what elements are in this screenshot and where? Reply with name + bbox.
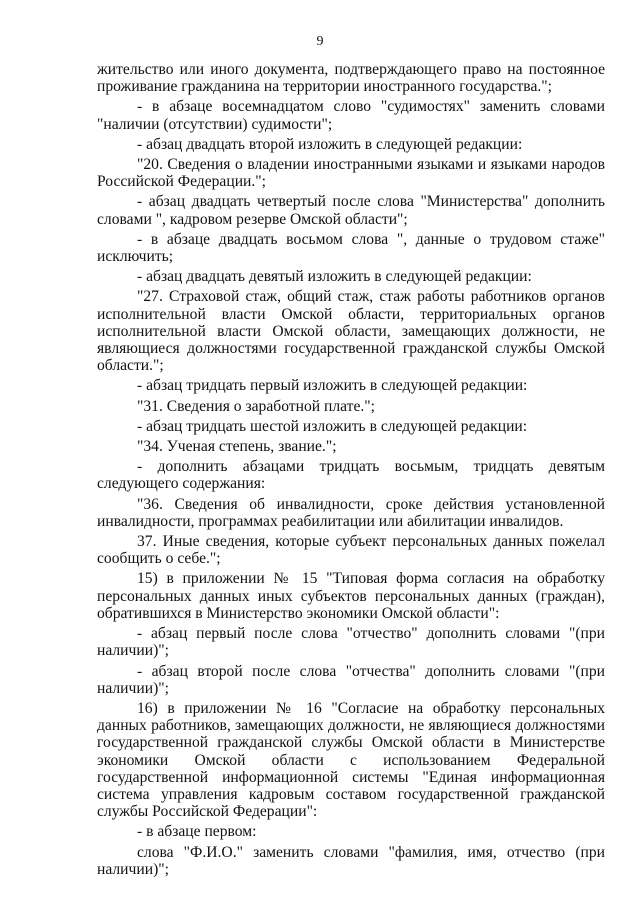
paragraph-4: "20. Сведения о владении иностранными языками и языками народов Российской Федерации.";: [97, 156, 605, 191]
paragraph-15: 37. Иные сведения, которые субъект персональных данных пожелал сообщить о себе.";: [97, 533, 605, 568]
paragraph-11: - абзац тридцать шестой изложить в следующей редакции:: [137, 417, 528, 435]
document-body: [97, 61, 605, 878]
paragraph-12: "34. Ученая степень, звание.";: [137, 438, 337, 456]
paragraph-2: - в абзаце восемнадцатом слово "судимостях" заменить словами "наличии (отсутствии) судимости";: [97, 98, 605, 133]
paragraph-8: "27. Страховой стаж, общий стаж, стаж работы работников органов исполнительной власти Омской области, территориальных органов исполнительной власти Омской области, замещающих должности, не являющиеся должностями государственной гражданской службы Омской области.";: [97, 288, 605, 375]
paragraph-3: - абзац двадцать второй изложить в следующей редакции:: [137, 135, 523, 153]
paragraph-9: - абзац тридцать первый изложить в следующей редакции:: [137, 377, 528, 395]
paragraph-20: - в абзаце первом:: [137, 823, 257, 841]
paragraph-1: жительство или иного документа, подтверждающего право на постоянное проживание гражданина на территории иностранного государства.";: [97, 61, 605, 96]
paragraph-7: - абзац двадцать девятый изложить в следующей редакции:: [137, 268, 532, 286]
paragraph-18: - абзац второй после слова "отчества" дополнить словами "(при наличии)";: [97, 662, 605, 697]
paragraph-14: "36. Сведения об инвалидности, сроке действия установленной инвалидности, программах реабилитации или абилитации инвалидов.: [97, 495, 605, 530]
paragraph-21: слова "Ф.И.О." заменить словами "фамилия, имя, отчество (при наличии)";: [97, 843, 605, 878]
paragraph-5: - абзац двадцать четвертый после слова "Министерства" дополнить словами ", кадровом резерве Омской области";: [97, 193, 605, 228]
paragraph-10: "31. Сведения о заработной плате.";: [137, 397, 375, 415]
paragraph-16: 15) в приложении № 15 "Типовая форма согласия на обработку персональных данных иных субъектов персональных данных (граждан), обратившихся в Министерство экономики Омской области":: [97, 570, 605, 622]
paragraph-6: - в абзаце двадцать восьмом слова ", данные о трудовом стаже" исключить;: [97, 230, 605, 266]
paragraph-17: - абзац первый после слова "отчество" дополнить словами "(при наличии)";: [97, 625, 605, 660]
paragraph-13: - дополнить абзацами тридцать восьмым, тридцать девятым следующего содержания:: [97, 458, 605, 493]
paragraph-19: 16) в приложении № 16 "Согласие на обработку персональных данных работников, замещающих должности, не являющиеся должностями государственной гражданской службы Омской области в Министерстве экономики Омской области с использованием Федеральной государственной информационной системы "Единая информационная система управления кадровым составом государственной гражданской службы Российской Федерации":: [97, 699, 605, 821]
page-number: 9: [316, 34, 324, 49]
